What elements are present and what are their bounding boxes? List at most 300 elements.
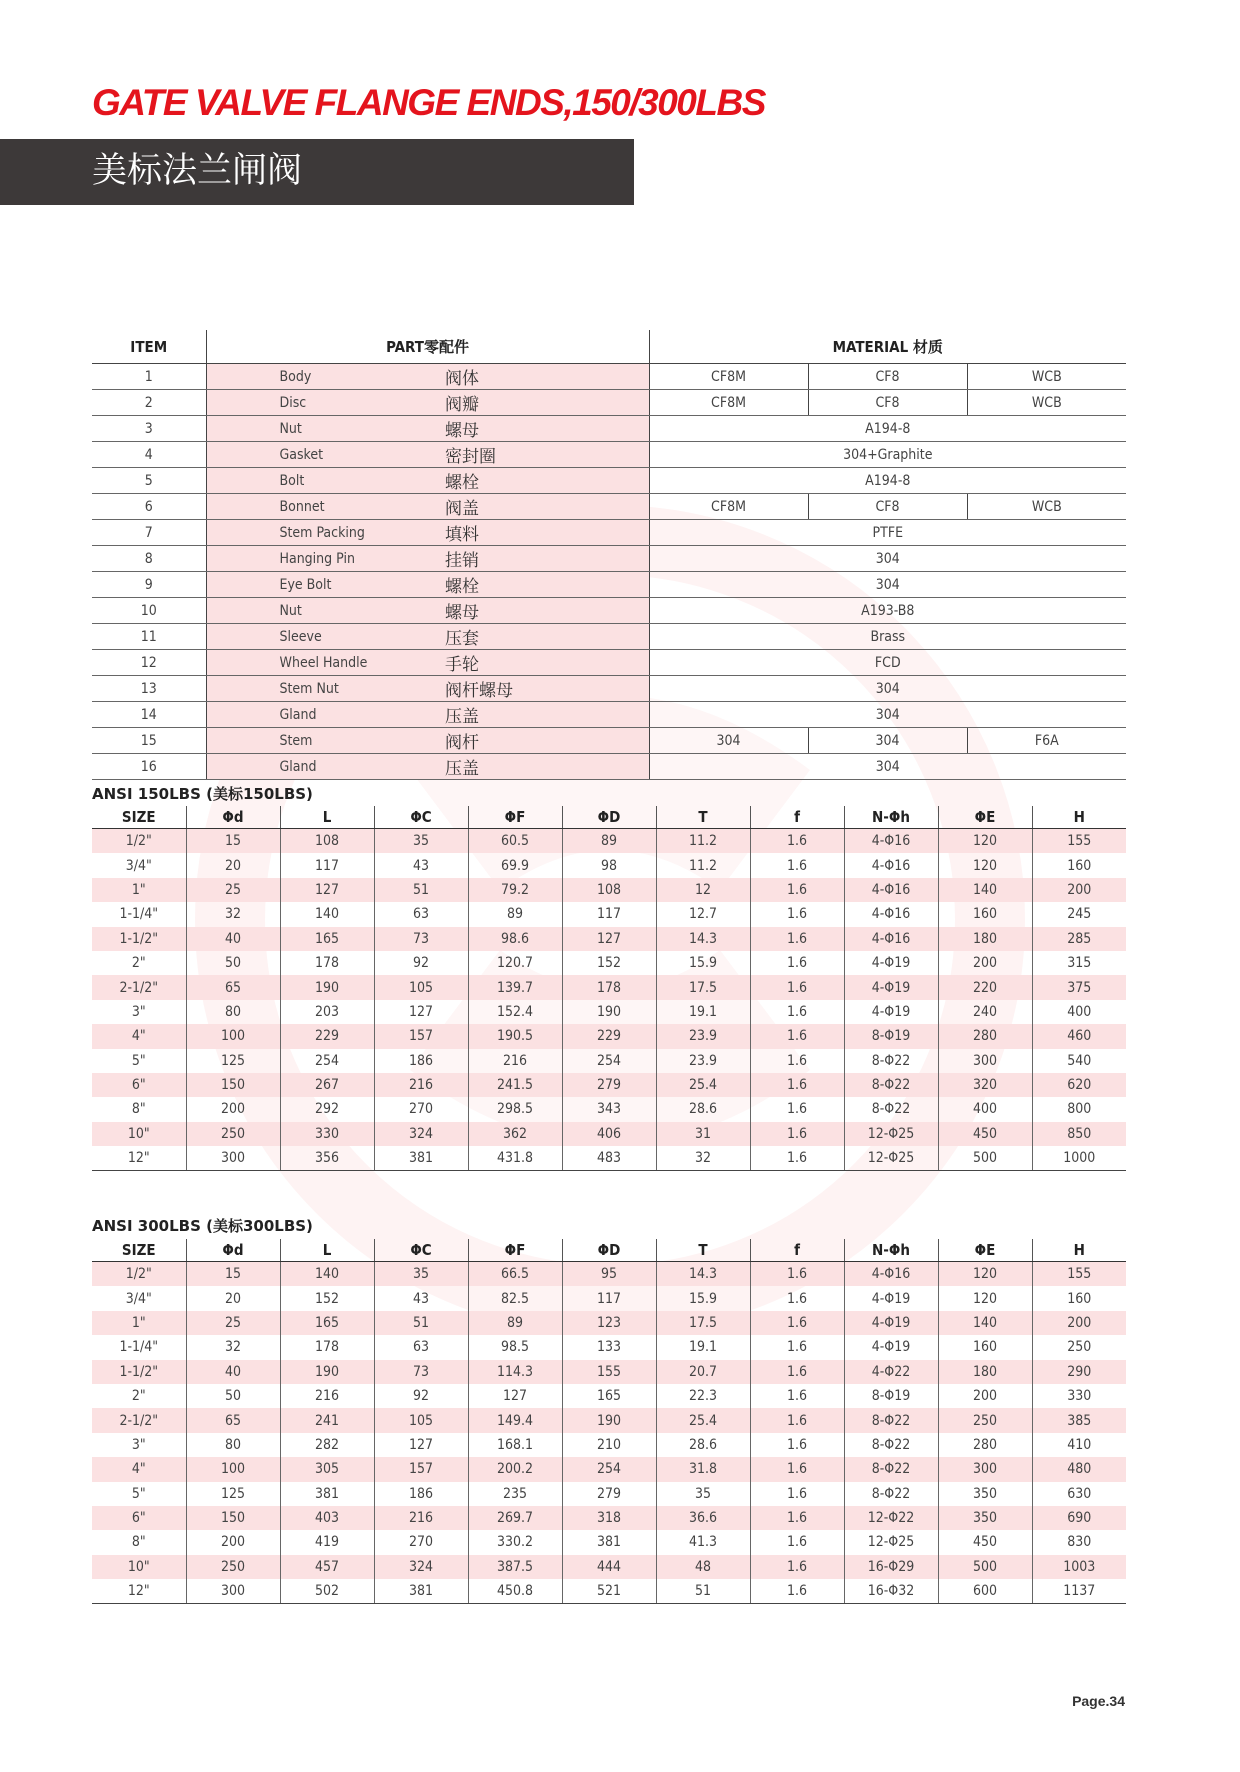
parts-table-body <box>92 364 1126 780</box>
dim-cell: 14.3 <box>656 927 750 951</box>
dim-cell: 114.3 <box>468 1360 562 1384</box>
dim-cell: 89 <box>468 1311 562 1335</box>
dim-cell: 8-Φ22 <box>844 1433 938 1457</box>
dim-cell: 178 <box>280 951 374 975</box>
dim-column-header: N-Φh <box>844 1239 938 1262</box>
dim-cell: 400 <box>938 1097 1032 1121</box>
dim-cell: 280 <box>938 1024 1032 1048</box>
part-item-number: 15 <box>92 728 206 754</box>
dim-cell: 1-1/4" <box>119 906 159 923</box>
dim-cell: 140 <box>280 902 374 926</box>
part-material: CF8M <box>649 364 808 390</box>
dim-cell: 12-Φ25 <box>844 1530 938 1554</box>
dim-cell: 330 <box>280 1122 374 1146</box>
dim-cell: 500 <box>938 1146 1032 1171</box>
dim-cell: 4-Φ19 <box>844 1286 938 1310</box>
dim-cell: 1.6 <box>750 902 844 926</box>
dim-cell: 250 <box>186 1122 280 1146</box>
dim-cell: 3" <box>131 1003 146 1020</box>
part-name-en: Gland <box>206 754 441 780</box>
dim-cell: 98.6 <box>468 927 562 951</box>
dim-row <box>92 1555 1126 1579</box>
dim-cell: 4-Φ22 <box>844 1360 938 1384</box>
dim-cell: 250 <box>186 1555 280 1579</box>
dim-cell: 1.6 <box>750 1482 844 1506</box>
dim-column-header: ΦE <box>938 1239 1032 1262</box>
dim-cell: 480 <box>1032 1457 1126 1481</box>
dim-cell: 190 <box>562 1408 656 1432</box>
dim-cell: 460 <box>1032 1024 1126 1048</box>
dim-cell: 1.6 <box>750 951 844 975</box>
dim-cell: 285 <box>1032 927 1126 951</box>
dim-cell: 4-Φ16 <box>844 1262 938 1287</box>
dim-cell: 4-Φ16 <box>844 902 938 926</box>
dim-cell: 82.5 <box>468 1286 562 1310</box>
dim-cell: 200 <box>1032 878 1126 902</box>
dim-cell: 186 <box>374 1482 468 1506</box>
dim-cell: 1.6 <box>750 1579 844 1604</box>
dim-column-header: H <box>1032 806 1126 829</box>
part-item-number: 1 <box>92 364 206 390</box>
ansi300-title: ANSI 300LBS (美标300LBS) <box>92 1217 313 1235</box>
dim-cell: 63 <box>374 902 468 926</box>
dim-row <box>92 1262 1126 1287</box>
dim-cell: 35 <box>374 829 468 854</box>
part-material: 304 <box>649 754 1126 780</box>
dim-cell: 40 <box>186 1360 280 1384</box>
dim-cell: 1-1/2" <box>92 927 186 951</box>
dim-cell: 28.6 <box>656 1097 750 1121</box>
dim-cell: 117 <box>280 853 374 877</box>
dim-cell: 127 <box>280 878 374 902</box>
dim-cell: 540 <box>1032 1049 1126 1073</box>
dim-cell: 23.9 <box>656 1024 750 1048</box>
part-material: CF8 <box>808 390 967 416</box>
dim-cell: 1.6 <box>750 1360 844 1384</box>
dim-cell: 1" <box>92 878 186 902</box>
dim-cell: 1.6 <box>750 927 844 951</box>
dim-cell: 80 <box>186 1000 280 1024</box>
dim-cell: 180 <box>938 1360 1032 1384</box>
part-item-number: 14 <box>92 702 206 728</box>
dim-cell: 280 <box>938 1433 1032 1457</box>
page-number: Page.34 <box>1072 1693 1125 1709</box>
dim-cell: 1.6 <box>750 1262 844 1287</box>
parts-row <box>92 416 1126 442</box>
parts-row <box>92 546 1126 572</box>
parts-table <box>92 330 1126 780</box>
part-material: CF8M <box>649 494 808 520</box>
dim-cell: 17.5 <box>656 975 750 999</box>
dim-cell: 5" <box>131 1052 146 1069</box>
dim-cell: 160 <box>1032 853 1126 877</box>
dim-cell: 4" <box>92 1457 186 1481</box>
parts-header-part: PART零配件 <box>206 330 649 364</box>
dim-cell: 165 <box>280 927 374 951</box>
dim-cell: 216 <box>374 1506 468 1530</box>
dim-cell: 15 <box>186 1262 280 1287</box>
dim-cell: 125 <box>186 1049 280 1073</box>
dim-cell: 375 <box>1032 975 1126 999</box>
part-material: A194-8 <box>649 416 1126 442</box>
dim-cell: 51 <box>374 878 468 902</box>
dim-row <box>92 1122 1126 1146</box>
dim-cell: 117 <box>562 1286 656 1310</box>
dim-cell: 1.6 <box>750 1311 844 1335</box>
dim-cell: 1003 <box>1032 1555 1126 1579</box>
parts-header-material: MATERIAL 材质 <box>649 330 1126 364</box>
dim-cell: 120.7 <box>468 951 562 975</box>
dim-cell: 32 <box>186 902 280 926</box>
dim-column-header: ΦF <box>468 806 562 829</box>
dim-cell: 133 <box>562 1335 656 1359</box>
dim-cell: 12-Φ22 <box>844 1506 938 1530</box>
dim-cell: 356 <box>280 1146 374 1171</box>
dim-cell: 502 <box>280 1579 374 1604</box>
part-item-number: 3 <box>92 416 206 442</box>
ansi150-table-body <box>92 829 1126 1171</box>
dim-column-header: ΦF <box>468 1239 562 1262</box>
dim-cell: 98 <box>562 853 656 877</box>
dim-column-header: f <box>750 1239 844 1262</box>
part-name-cn: 螺母 <box>441 598 649 624</box>
dim-cell: 36.6 <box>656 1506 750 1530</box>
dim-row <box>92 1286 1126 1310</box>
dim-cell: 1.6 <box>750 975 844 999</box>
dim-cell: 8-Φ22 <box>844 1073 938 1097</box>
dim-cell: 125 <box>186 1482 280 1506</box>
dim-cell: 155 <box>1032 1262 1126 1287</box>
dim-row <box>92 1408 1126 1432</box>
dim-cell: 92 <box>374 1384 468 1408</box>
dim-cell: 600 <box>938 1579 1032 1604</box>
dim-cell: 43 <box>374 1286 468 1310</box>
parts-row <box>92 572 1126 598</box>
dim-cell: 105 <box>374 975 468 999</box>
dim-cell: 220 <box>938 975 1032 999</box>
dim-cell: 1000 <box>1032 1146 1126 1171</box>
dim-cell: 80 <box>186 1433 280 1457</box>
dim-cell: 8" <box>131 1101 146 1118</box>
dim-cell: 1.6 <box>750 1433 844 1457</box>
dim-cell: 178 <box>280 1335 374 1359</box>
dim-cell: 200 <box>938 1384 1032 1408</box>
parts-row <box>92 494 1126 520</box>
dim-cell: 2" <box>131 1388 146 1405</box>
dim-cell: 180 <box>938 927 1032 951</box>
dim-cell: 100 <box>186 1457 280 1481</box>
dim-cell: 50 <box>186 951 280 975</box>
dim-cell: 31.8 <box>656 1457 750 1481</box>
part-material: 304 <box>649 546 1126 572</box>
dim-cell: 270 <box>374 1530 468 1554</box>
dim-cell: 1.6 <box>750 1506 844 1530</box>
dim-cell: 15.9 <box>656 951 750 975</box>
part-name-cn: 阀杆螺母 <box>441 676 649 702</box>
dim-cell: 8-Φ19 <box>844 1024 938 1048</box>
dim-row <box>92 853 1126 877</box>
dim-cell: 65 <box>186 1408 280 1432</box>
dim-cell: 1.6 <box>750 1097 844 1121</box>
dim-cell: 431.8 <box>468 1146 562 1171</box>
dim-cell: 450 <box>938 1530 1032 1554</box>
dim-cell: 10" <box>92 1122 186 1146</box>
dim-cell: 290 <box>1032 1360 1126 1384</box>
dim-cell: 160 <box>938 1335 1032 1359</box>
dim-cell: 279 <box>562 1482 656 1506</box>
dim-cell: 254 <box>280 1049 374 1073</box>
part-item-number: 9 <box>92 572 206 598</box>
dim-cell: 35 <box>656 1482 750 1506</box>
dim-cell: 267 <box>280 1073 374 1097</box>
part-name-cn: 挂销 <box>441 546 649 572</box>
dim-cell: 254 <box>562 1457 656 1481</box>
part-item-number: 10 <box>92 598 206 624</box>
part-item-number: 12 <box>92 650 206 676</box>
dim-row <box>92 1073 1126 1097</box>
dim-cell: 190.5 <box>468 1024 562 1048</box>
dim-row <box>92 975 1126 999</box>
dim-row <box>92 902 1126 926</box>
dim-cell: 235 <box>468 1482 562 1506</box>
dim-column-header: ΦD <box>562 806 656 829</box>
dim-cell: 282 <box>280 1433 374 1457</box>
dim-cell: 300 <box>186 1146 280 1171</box>
part-name-cn: 阀体 <box>441 364 649 390</box>
part-name-cn: 填料 <box>441 520 649 546</box>
dim-cell: 1-1/2" <box>92 1360 186 1384</box>
dim-cell: 25.4 <box>656 1408 750 1432</box>
dim-cell: 200.2 <box>468 1457 562 1481</box>
page-title: GATE VALVE FLANGE ENDS,150/300LBS <box>92 82 765 123</box>
dim-cell: 1.6 <box>750 1408 844 1432</box>
dim-cell: 203 <box>280 1000 374 1024</box>
dim-cell: 1.6 <box>750 1146 844 1171</box>
dim-cell: 1" <box>92 1311 186 1335</box>
dim-cell: 160 <box>1032 1286 1126 1310</box>
dim-cell: 14.3 <box>656 1262 750 1287</box>
dim-cell: 108 <box>280 829 374 854</box>
dim-cell: 25.4 <box>656 1073 750 1097</box>
parts-row <box>92 390 1126 416</box>
dim-column-header: L <box>280 1239 374 1262</box>
dim-cell: 350 <box>938 1482 1032 1506</box>
dim-column-header: T <box>656 1239 750 1262</box>
dim-cell: 41.3 <box>656 1530 750 1554</box>
dim-column-header: H <box>1032 1239 1126 1262</box>
dim-cell: 200 <box>938 951 1032 975</box>
part-item-number: 16 <box>92 754 206 780</box>
dim-cell: 12-Φ25 <box>844 1146 938 1171</box>
dim-cell: 73 <box>374 927 468 951</box>
dim-cell: 483 <box>562 1146 656 1171</box>
part-material: A193-B8 <box>649 598 1126 624</box>
dim-cell: 120 <box>938 853 1032 877</box>
dim-cell: 35 <box>374 1262 468 1287</box>
part-item-number: 11 <box>92 624 206 650</box>
parts-row <box>92 468 1126 494</box>
dim-cell: 305 <box>280 1457 374 1481</box>
ansi150-header-row <box>92 806 1126 829</box>
dim-cell: 324 <box>374 1555 468 1579</box>
dim-cell: 4-Φ19 <box>844 1000 938 1024</box>
dim-cell: 63 <box>374 1335 468 1359</box>
dim-cell: 298.5 <box>468 1097 562 1121</box>
part-name-en: Nut <box>206 416 441 442</box>
part-name-en: Stem <box>206 728 441 754</box>
dim-column-header: ΦC <box>374 1239 468 1262</box>
dim-cell: 32 <box>656 1146 750 1171</box>
dim-cell: 4-Φ16 <box>844 853 938 877</box>
dim-cell: 127 <box>468 1384 562 1408</box>
dim-cell: 8" <box>131 1534 146 1551</box>
dim-cell: 250 <box>1032 1335 1126 1359</box>
dim-cell: 105 <box>374 1408 468 1432</box>
dim-cell: 160 <box>938 902 1032 926</box>
part-name-cn: 螺栓 <box>441 572 649 598</box>
dim-cell: 4-Φ16 <box>844 878 938 902</box>
dim-cell: 127 <box>562 927 656 951</box>
dim-row <box>92 829 1126 854</box>
dim-row <box>92 1024 1126 1048</box>
dim-cell: 216 <box>468 1049 562 1073</box>
dim-cell: 127 <box>374 1000 468 1024</box>
dim-row <box>92 1433 1126 1457</box>
dim-row <box>92 1049 1126 1073</box>
dim-cell: 152 <box>280 1286 374 1310</box>
dim-cell: 15 <box>186 829 280 854</box>
dim-cell: 20 <box>186 853 280 877</box>
part-name-cn: 密封圈 <box>441 442 649 468</box>
dim-cell: 381 <box>374 1579 468 1604</box>
dim-cell: 1.6 <box>750 1073 844 1097</box>
dim-cell: 800 <box>1032 1097 1126 1121</box>
dim-cell: 270 <box>374 1097 468 1121</box>
dim-cell: 300 <box>186 1579 280 1604</box>
dim-cell: 89 <box>468 902 562 926</box>
dim-cell: 6" <box>92 1506 186 1530</box>
dim-cell: 117 <box>562 902 656 926</box>
part-material: WCB <box>967 390 1126 416</box>
dim-cell: 10" <box>92 1555 186 1579</box>
dim-cell: 98.5 <box>468 1335 562 1359</box>
dim-cell: 1/2" <box>92 829 186 854</box>
dim-cell: 140 <box>938 878 1032 902</box>
parts-row <box>92 650 1126 676</box>
dim-cell: 32 <box>186 1335 280 1359</box>
part-material: F6A <box>967 728 1126 754</box>
dim-cell: 149.4 <box>468 1408 562 1432</box>
part-name-en: Gasket <box>206 442 441 468</box>
dim-row <box>92 927 1126 951</box>
part-name-en: Eye Bolt <box>206 572 441 598</box>
dim-cell: 168.1 <box>468 1433 562 1457</box>
dim-cell: 216 <box>280 1384 374 1408</box>
dim-cell: 320 <box>938 1073 1032 1097</box>
dim-cell: 19.1 <box>656 1335 750 1359</box>
part-name-cn: 阀瓣 <box>441 390 649 416</box>
dim-cell: 620 <box>1032 1073 1126 1097</box>
dim-row <box>92 1482 1126 1506</box>
dim-cell: 444 <box>562 1555 656 1579</box>
dim-cell: 17.5 <box>656 1311 750 1335</box>
dim-cell: 457 <box>280 1555 374 1579</box>
dim-cell: 178 <box>562 975 656 999</box>
dim-cell: 22.3 <box>656 1384 750 1408</box>
dim-cell: 229 <box>562 1024 656 1048</box>
dim-cell: 51 <box>374 1311 468 1335</box>
dim-cell: 210 <box>562 1433 656 1457</box>
dim-cell: 123 <box>562 1311 656 1335</box>
dim-cell: 155 <box>562 1360 656 1384</box>
dim-column-header: Φd <box>186 1239 280 1262</box>
dim-cell: 400 <box>1032 1000 1126 1024</box>
dim-row <box>92 878 1126 902</box>
parts-row <box>92 442 1126 468</box>
part-name-en: Wheel Handle <box>206 650 441 676</box>
dim-cell: 362 <box>468 1122 562 1146</box>
parts-row <box>92 728 1126 754</box>
dim-cell: 190 <box>280 975 374 999</box>
dim-cell: 190 <box>562 1000 656 1024</box>
dim-cell: 300 <box>938 1457 1032 1481</box>
dim-column-header: ΦD <box>562 1239 656 1262</box>
dim-column-header: ΦE <box>938 806 1032 829</box>
part-material: 304+Graphite <box>649 442 1126 468</box>
dim-cell: 403 <box>280 1506 374 1530</box>
dim-cell: 350 <box>938 1506 1032 1530</box>
dim-cell: 387.5 <box>468 1555 562 1579</box>
part-material: PTFE <box>649 520 1126 546</box>
dim-cell: 120 <box>938 829 1032 854</box>
page-subtitle-cn: 美标法兰闸阀 <box>92 151 303 191</box>
dim-cell: 152.4 <box>468 1000 562 1024</box>
dim-cell: 5" <box>131 1485 146 1502</box>
dim-row <box>92 1579 1126 1604</box>
dim-cell: 12" <box>92 1146 186 1171</box>
dim-row <box>92 1457 1126 1481</box>
ansi300-table <box>92 1239 1126 1604</box>
dim-cell: 630 <box>1032 1482 1126 1506</box>
dim-cell: 11.2 <box>656 853 750 877</box>
dim-cell: 4-Φ16 <box>844 829 938 854</box>
dim-cell: 4-Φ16 <box>844 927 938 951</box>
dim-cell: 330.2 <box>468 1530 562 1554</box>
dim-cell: 4-Φ19 <box>844 951 938 975</box>
dim-cell: 51 <box>656 1579 750 1604</box>
dim-cell: 381 <box>374 1146 468 1171</box>
dim-cell: 11.2 <box>656 829 750 854</box>
dim-cell: 1.6 <box>750 1024 844 1048</box>
dim-cell: 8-Φ22 <box>844 1482 938 1506</box>
dim-cell: 2-1/2" <box>92 975 186 999</box>
part-item-number: 4 <box>92 442 206 468</box>
part-material: Brass <box>649 624 1126 650</box>
title-bar <box>0 139 634 205</box>
dim-cell: 60.5 <box>468 829 562 854</box>
ansi300-header-row <box>92 1239 1126 1262</box>
part-name-cn: 螺母 <box>441 416 649 442</box>
dim-cell: 1.6 <box>750 1122 844 1146</box>
part-name-cn: 压盖 <box>441 754 649 780</box>
dim-cell: 65 <box>186 975 280 999</box>
part-name-en: Gland <box>206 702 441 728</box>
dim-cell: 500 <box>938 1555 1032 1579</box>
dim-cell: 241 <box>280 1408 374 1432</box>
parts-row <box>92 676 1126 702</box>
dim-cell: 2" <box>131 955 146 972</box>
dim-cell: 300 <box>938 1049 1032 1073</box>
